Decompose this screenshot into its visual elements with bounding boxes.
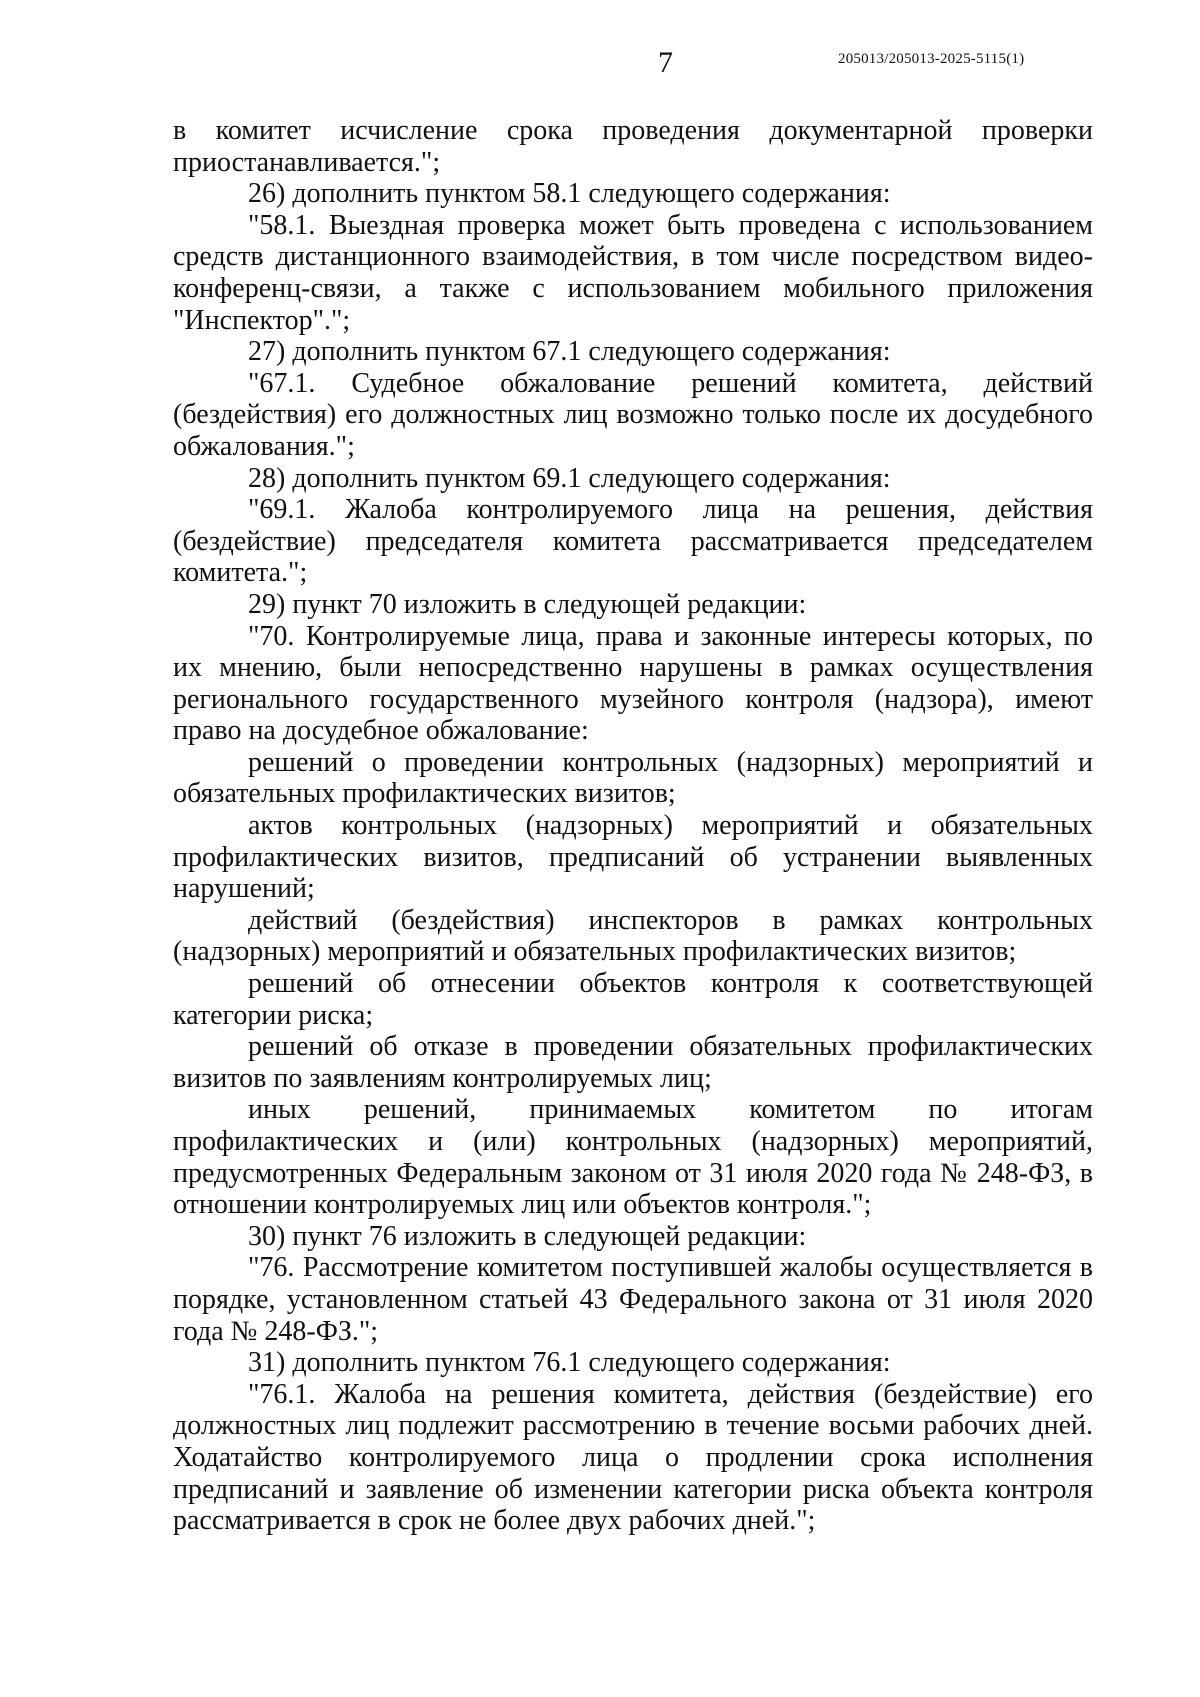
document-registration-number: 205013/205013-2025-5115(1) xyxy=(838,51,1025,67)
paragraph: иных решений, принимаемых комитетом по итогам профилактических и (или) контрольных (надзорных) мероприятий, предусмотренных Федеральным законом от 31 июля 2020 года № 248-ФЗ, в отношении контролируемых лиц или объектов контроля."; xyxy=(173,1094,1093,1221)
paragraph: решений об отнесении объектов контроля к соответствующей категории риска; xyxy=(173,968,1093,1031)
paragraph: "58.1. Выездная проверка может быть проведена с использованием средств дистанционного взаимодействия, в том числе посредством видео-конференц-связи, а также с использованием мобильного приложения "Инспектор"."; xyxy=(173,209,1093,336)
paragraph: "76.1. Жалоба на решения комитета, действия (бездействие) его должностных лиц подлежит рассмотрению в течение восьми рабочих дней. Ходатайство контролируемого лица о продлении срока исполнения предписаний и заявление об изменении категории риска объекта контроля рассматривается в срок не более двух рабочих дней."; xyxy=(173,1378,1093,1537)
paragraph: "67.1. Судебное обжалование решений комитета, действий (бездействия) его должностных лиц возможно только после их досудебного обжалования."; xyxy=(173,367,1093,462)
paragraph: актов контрольных (надзорных) мероприятий и обязательных профилактических визитов, предписаний об устранении выявленных нарушений; xyxy=(173,810,1093,905)
paragraph: 27) дополнить пунктом 67.1 следующего содержания: xyxy=(248,336,891,368)
paragraph: 30) пункт 76 изложить в следующей редакции: xyxy=(248,1220,807,1252)
document-body xyxy=(173,115,1093,1537)
paragraph: "76. Рассмотрение комитетом поступившей жалобы осуществляется в порядке, установленном статьей 43 Федерального закона от 31 июля 2020 года № 248-ФЗ."; xyxy=(173,1252,1093,1347)
paragraph: в комитет исчисление срока проведения документарной проверки приостанавливается."; xyxy=(173,115,1093,178)
page-number: 7 xyxy=(658,46,673,79)
paragraph: "70. Контролируемые лица, права и законные интересы которых, по их мнению, были непосредственно нарушены в рамках осуществления регионального государственного музейного контроля (надзора), имеют право на досудебное обжалование: xyxy=(173,620,1093,747)
paragraph: "69.1. Жалоба контролируемого лица на решения, действия (бездействие) председателя комитета рассматривается председателем комитета."; xyxy=(173,494,1093,589)
paragraph: решений о проведении контрольных (надзорных) мероприятий и обязательных профилактических визитов; xyxy=(173,746,1093,810)
paragraph: 29) пункт 70 изложить в следующей редакции: xyxy=(248,588,807,620)
paragraph: 26) дополнить пунктом 58.1 следующего содержания: xyxy=(248,178,891,210)
paragraph: действий (бездействия) инспекторов в рамках контрольных (надзорных) мероприятий и обязательных профилактических визитов; xyxy=(173,904,1093,968)
paragraph: 28) дополнить пунктом 69.1 следующего содержания: xyxy=(248,462,891,494)
paragraph: 31) дополнить пунктом 76.1 следующего содержания: xyxy=(248,1347,891,1379)
paragraph: решений об отказе в проведении обязательных профилактических визитов по заявлениям контролируемых лиц; xyxy=(173,1031,1093,1094)
